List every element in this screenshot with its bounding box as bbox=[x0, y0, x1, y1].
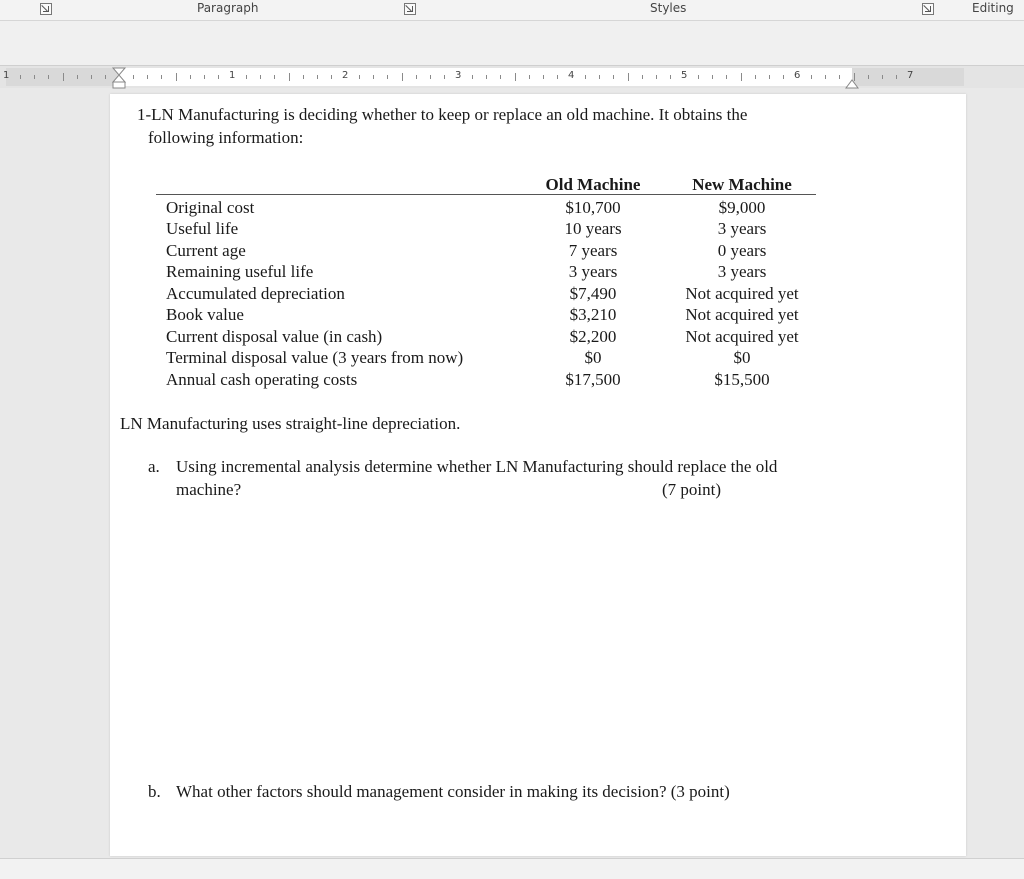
row-new-value: Not acquired yet bbox=[685, 327, 799, 346]
row-new-value: Not acquired yet bbox=[685, 305, 799, 324]
styles-dialog-launcher-icon[interactable] bbox=[922, 3, 934, 15]
row-old-value: 7 years bbox=[568, 241, 618, 260]
row-new-value: Not acquired yet bbox=[685, 284, 799, 303]
ruler-tick bbox=[430, 75, 431, 79]
ruler-tick bbox=[359, 75, 360, 79]
ruler-tick bbox=[246, 75, 247, 79]
ruler-tick bbox=[868, 75, 869, 79]
table-header-rule bbox=[156, 194, 816, 195]
row-label: Book value bbox=[166, 305, 244, 324]
styles-group-label: Styles bbox=[650, 1, 687, 15]
ruler-tick bbox=[91, 75, 92, 79]
row-new-value: 0 years bbox=[717, 241, 767, 260]
question-b-text: What other factors should management consider in making its decision? (3 point) bbox=[176, 782, 730, 801]
intro-line-1: 1-LN Manufacturing is deciding whether to keep or replace an old machine. It obtains the bbox=[137, 105, 748, 124]
row-label: Remaining useful life bbox=[166, 262, 314, 281]
row-label: Terminal disposal value (3 years from now) bbox=[166, 348, 464, 367]
depreciation-note: LN Manufacturing uses straight-line depreciation. bbox=[120, 414, 461, 433]
ruler-tick bbox=[642, 75, 643, 79]
right-indent-marker-icon[interactable] bbox=[845, 74, 859, 90]
intro-line-2: following information: bbox=[148, 128, 304, 147]
ruler-tick bbox=[289, 73, 290, 81]
horizontal-scroll-area[interactable] bbox=[0, 858, 1024, 879]
indent-marker-icon[interactable] bbox=[112, 66, 126, 90]
ruler-number: 1 bbox=[3, 70, 10, 81]
question-a-line-1: Using incremental analysis determine whether LN Manufacturing should replace the old bbox=[176, 457, 778, 476]
ruler-number: 5 bbox=[681, 70, 688, 81]
ruler-tick bbox=[416, 75, 417, 79]
ruler-tick bbox=[486, 75, 487, 79]
ruler-tick bbox=[896, 75, 897, 79]
ruler-tick bbox=[613, 75, 614, 79]
ruler-tick bbox=[628, 73, 629, 81]
ruler-tick bbox=[670, 75, 671, 79]
row-label: Original cost bbox=[166, 198, 255, 217]
row-old-value: $10,700 bbox=[565, 198, 621, 217]
ruler-tick bbox=[133, 75, 134, 79]
ruler-tick bbox=[34, 75, 35, 79]
ruler-tick bbox=[656, 75, 657, 79]
row-new-value: 3 years bbox=[717, 219, 767, 238]
ruler-tick bbox=[515, 73, 516, 81]
ruler-tick bbox=[741, 73, 742, 81]
row-old-value: $7,490 bbox=[569, 284, 617, 303]
ruler-tick bbox=[77, 75, 78, 79]
question-a-points: (7 point) bbox=[662, 480, 722, 499]
ruler-left-margin bbox=[6, 68, 118, 86]
paragraph-group-label: Paragraph bbox=[197, 1, 259, 15]
ruler-tick bbox=[599, 75, 600, 79]
ruler-tick bbox=[769, 75, 770, 79]
ruler-tick bbox=[204, 75, 205, 79]
ruler-number: 7 bbox=[907, 70, 914, 81]
ruler-tick bbox=[839, 75, 840, 79]
row-old-value: $3,210 bbox=[569, 305, 617, 324]
ruler-tick bbox=[698, 75, 699, 79]
ruler-tick bbox=[105, 75, 106, 79]
ruler-tick bbox=[161, 75, 162, 79]
ruler-tick bbox=[557, 75, 558, 79]
ruler-number: 3 bbox=[455, 70, 462, 81]
ruler-tick bbox=[712, 75, 713, 79]
ruler-number: 1 bbox=[229, 70, 236, 81]
ruler-tick bbox=[387, 75, 388, 79]
ruler-tick bbox=[48, 75, 49, 79]
ruler-tick bbox=[585, 75, 586, 79]
ruler-tick bbox=[260, 75, 261, 79]
row-new-value: $9,000 bbox=[718, 198, 766, 217]
ribbon-group-bar bbox=[0, 0, 1024, 21]
row-label: Current disposal value (in cash) bbox=[166, 327, 383, 346]
editing-group-label[interactable]: Editing bbox=[972, 1, 1014, 15]
ruler-tick bbox=[472, 75, 473, 79]
ruler-tick bbox=[147, 75, 148, 79]
row-new-value: $0 bbox=[733, 348, 751, 367]
question-a-marker: a. bbox=[148, 457, 160, 476]
ruler-tick bbox=[63, 73, 64, 81]
row-label: Current age bbox=[166, 241, 246, 260]
ruler-tick bbox=[373, 75, 374, 79]
ruler-tick bbox=[783, 75, 784, 79]
row-label: Useful life bbox=[166, 219, 239, 238]
row-old-value: $2,200 bbox=[569, 327, 617, 346]
row-old-value: $17,500 bbox=[565, 370, 621, 389]
ruler-tick bbox=[755, 75, 756, 79]
ruler-tick bbox=[543, 75, 544, 79]
ruler-tick bbox=[726, 75, 727, 79]
ruler-tick bbox=[331, 75, 332, 79]
ruler-tick bbox=[317, 75, 318, 79]
ruler-tick bbox=[176, 73, 177, 81]
ruler-number: 4 bbox=[568, 70, 575, 81]
question-b-marker: b. bbox=[148, 782, 161, 801]
row-new-value: $15,500 bbox=[714, 370, 770, 389]
row-new-value: 3 years bbox=[717, 262, 767, 281]
ruler-tick bbox=[825, 75, 826, 79]
ruler-tick bbox=[274, 75, 275, 79]
ruler-tick bbox=[303, 75, 304, 79]
row-label: Annual cash operating costs bbox=[166, 370, 358, 389]
ruler-number: 6 bbox=[794, 70, 801, 81]
ruler-tick bbox=[444, 75, 445, 79]
table-header-old-machine: Old Machine bbox=[545, 175, 641, 194]
ruler-tick bbox=[854, 73, 855, 81]
ruler-tick bbox=[882, 75, 883, 79]
ruler-tick bbox=[402, 73, 403, 81]
ruler-tick bbox=[218, 75, 219, 79]
row-label: Accumulated depreciation bbox=[166, 284, 345, 303]
horizontal-ruler[interactable] bbox=[0, 66, 1024, 88]
ruler-tick bbox=[20, 75, 21, 79]
ruler-tick bbox=[811, 75, 812, 79]
ruler-tick bbox=[500, 75, 501, 79]
ruler-tick bbox=[529, 75, 530, 79]
question-a-line-2: machine? bbox=[176, 480, 242, 499]
paragraph-dialog-launcher-icon[interactable] bbox=[404, 3, 416, 15]
font-dialog-launcher-icon[interactable] bbox=[40, 3, 52, 15]
row-old-value: 3 years bbox=[568, 262, 618, 281]
row-old-value: 10 years bbox=[564, 219, 622, 238]
ruler-tick bbox=[190, 75, 191, 79]
table-header-new-machine: New Machine bbox=[692, 175, 792, 194]
ruler-number: 2 bbox=[342, 70, 349, 81]
row-old-value: $0 bbox=[584, 348, 602, 367]
toolbar-spacer bbox=[0, 21, 1024, 66]
